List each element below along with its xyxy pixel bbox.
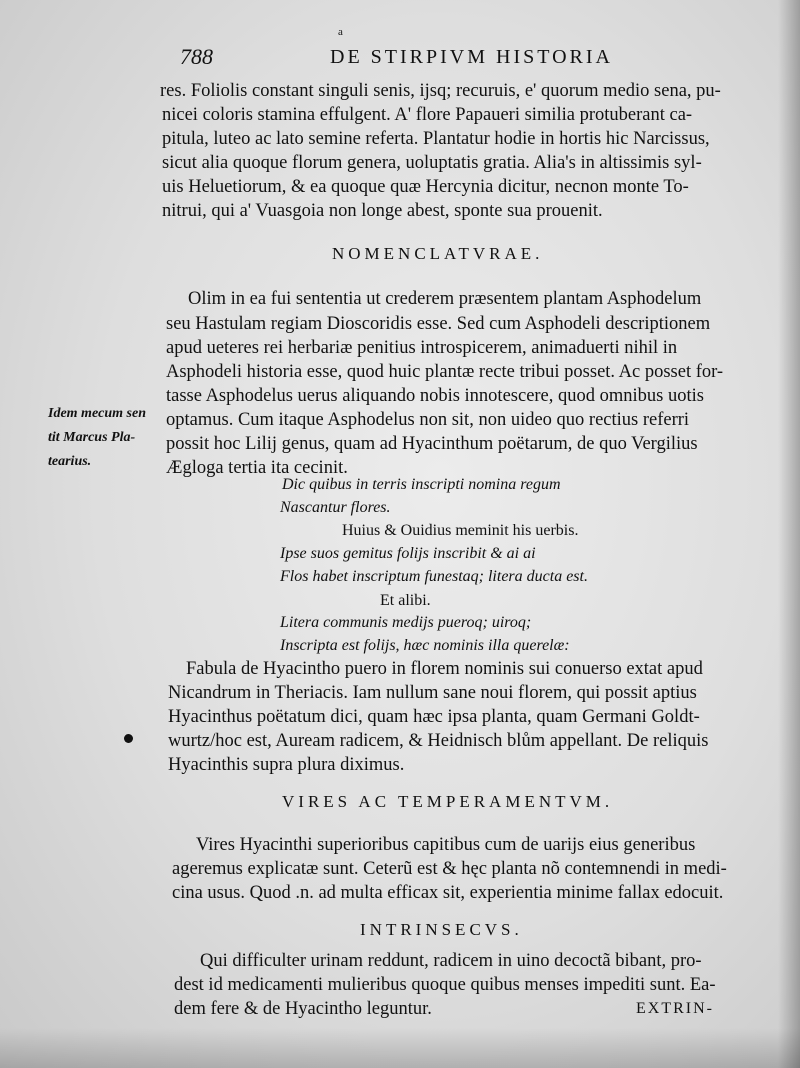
text-line: sicut alia quoque florum genera, uoluptatis gratia. Alia's in altissimis syl- <box>162 153 702 173</box>
verse-line: Flos habet inscriptum funestaq; litera ducta est. <box>280 568 588 585</box>
text-line: Qui difficulter urinam reddunt, radicem in uino decoctã bibant, pro- <box>200 951 702 971</box>
verse-line: Inscripta est folijs, hæc nominis illa querelæ: <box>280 637 570 654</box>
text-line: seu Hastulam regiam Dioscoridis esse. Sed cum Asphodeli descriptionem <box>166 314 711 334</box>
text-line: dest id medicamenti mulieribus quoque quibus menses impediti sunt. Ea- <box>174 975 716 995</box>
header-title: DE STIRPIVM HISTORIA <box>330 46 613 68</box>
margin-note: tit Marcus Pla- <box>48 430 136 445</box>
page-number: 788 <box>180 44 213 69</box>
verse-line: Ipse suos gemitus folijs inscribit & ai ai <box>280 545 536 562</box>
text-line: Fabula de Hyacintho puero in florem nominis sui conuerso extat apud <box>186 659 703 679</box>
text-line: optamus. Cum itaque Asphodelus non sit, non uideo quo rectius referri <box>166 410 690 430</box>
text-line: res. Foliolis constant singuli senis, ijsq; recuruis, e' quorum medio sena, pu- <box>160 81 721 101</box>
text-line: dem fere & de Hyacintho leguntur. <box>174 999 432 1019</box>
catchword: EXTRIN- <box>636 1000 714 1017</box>
margin-note: Idem mecum sen <box>48 406 146 421</box>
text-line: Hyacinthis supra plura diximus. <box>168 755 405 775</box>
text-line: Olim in ea fui sententia ut crederem præsentem plantam Asphodelum <box>188 289 702 309</box>
text-line: ageremus explicatæ sunt. Ceterũ est & hęc planta nõ contemnendi in medi- <box>172 859 727 879</box>
page-edge-shadow <box>778 0 800 1068</box>
section-heading: VIRES AC TEMPERAMENTVM. <box>282 792 614 811</box>
page-bottom-shadow <box>0 1028 800 1068</box>
verse-line: Dic quibus in terris inscripti nomina regum <box>282 476 561 493</box>
margin-note: tearius. <box>48 454 92 469</box>
section-heading: INTRINSECVS. <box>360 920 523 939</box>
text-line: nicei coloris stamina effulgent. A' flore Papaueri similia protuberant ca- <box>162 105 693 125</box>
running-head <box>180 44 700 74</box>
text-line: cina usus. Quod .n. ad multa efficax sit, experientia minime fallax edocuit. <box>172 883 724 903</box>
verse-line: Nascantur flores. <box>280 499 391 516</box>
text-line: uis Heluetiorum, & ea quoque quæ Hercynia dicitur, necnon monte To- <box>162 177 689 197</box>
text-line: Nicandrum in Theriacis. Iam nullum sane noui florem, qui possit aptius <box>168 683 697 703</box>
text-line: pitula, luteo ac lato semine referta. Plantatur hodie in hortis hic Narcissus, <box>162 129 710 149</box>
text-line: Vires Hyacinthi superioribus capitibus cum de uarijs eius generibus <box>196 835 696 855</box>
text-line: Ægloga tertia ita cecinit. <box>166 458 348 478</box>
verse-line: Litera communis medijs pueroq; uiroq; <box>280 614 532 631</box>
text-line: nitrui, qui a' Vuasgoia non longe abest, sponte sua prouenit. <box>162 201 603 221</box>
section-heading: NOMENCLATVRAE. <box>332 244 544 263</box>
text-line: tasse Asphodelus uerus aliquando nobis innotescere, quod omnibus uotis <box>166 386 704 406</box>
text-line: Asphodeli historia esse, quod huic plantæ recte tribui posset. Ac posset for- <box>166 362 724 382</box>
text-line: wurtz/hoc est, Auream radicem, & Heidnisch blům appellant. De reliquis <box>168 731 709 751</box>
signature-mark: a <box>338 26 343 38</box>
text-line: possit hoc Lilij genus, quam ad Hyacinthum poëtarum, de quo Vergilius <box>166 434 698 454</box>
text-line: Hyacinthus poëtatum dici, quam hæc ipsa planta, quam Germani Goldt- <box>168 707 700 727</box>
text-line: Huius & Ouidius meminit his uerbis. <box>342 522 579 539</box>
margin-bullet-icon <box>124 734 133 743</box>
text-line: apud ueteres rei herbariæ penitius introspicerem, animaduerti nihil in <box>166 338 678 358</box>
text-line: Et alibi. <box>380 592 431 609</box>
